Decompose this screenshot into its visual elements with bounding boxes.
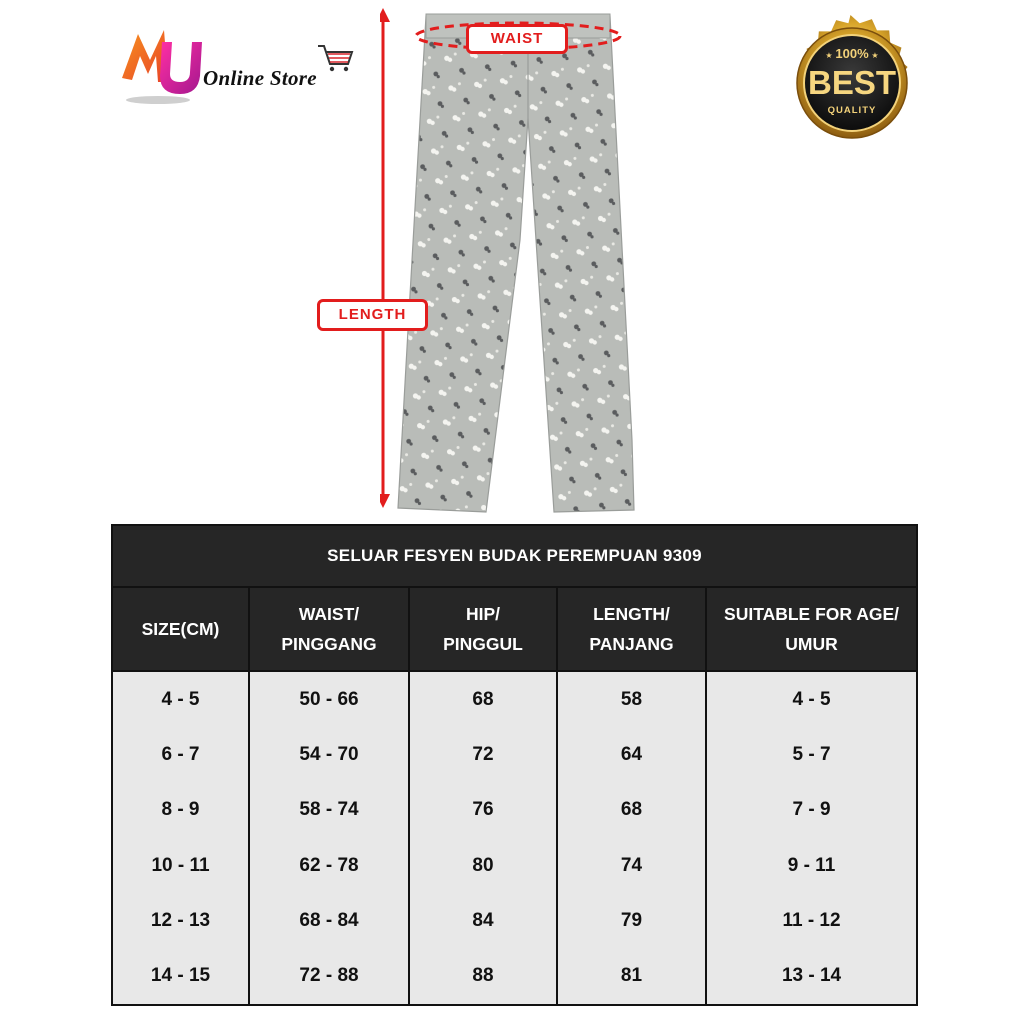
cell-size: 4 - 5 (112, 671, 249, 727)
table-row (112, 949, 917, 1005)
cell-length: 74 (557, 838, 706, 893)
cell-age: 11 - 12 (706, 893, 917, 948)
cell-age: 7 - 9 (706, 783, 917, 838)
cell-hip: 84 (409, 893, 557, 948)
cell-hip: 80 (409, 838, 557, 893)
cell-waist: 62 - 78 (249, 838, 409, 893)
table-title: SELUAR FESYEN BUDAK PEREMPUAN 9309 (112, 525, 917, 587)
table-row (112, 671, 917, 727)
pants-diagram (380, 0, 650, 520)
cell-waist: 58 - 74 (249, 783, 409, 838)
badge-top-text: 100% (835, 46, 869, 61)
cell-size: 14 - 15 (112, 949, 249, 1005)
table-row (112, 783, 917, 838)
column-header-waist: WAIST/ PINGGANG (249, 587, 409, 671)
svg-text:★: ★ (871, 51, 879, 60)
length-label: LENGTH (317, 299, 428, 331)
table-row (112, 893, 917, 948)
cart-icon (318, 46, 352, 71)
cell-age: 9 - 11 (706, 838, 917, 893)
cell-hip: 72 (409, 727, 557, 782)
cell-length: 79 (557, 893, 706, 948)
svg-text:★: ★ (825, 51, 833, 60)
column-header-hip: HIP/ PINGGUL (409, 587, 557, 671)
cell-age: 5 - 7 (706, 727, 917, 782)
table-row (112, 838, 917, 893)
cell-length: 58 (557, 671, 706, 727)
cell-hip: 76 (409, 783, 557, 838)
column-header-length: LENGTH/ PANJANG (557, 587, 706, 671)
cell-hip: 88 (409, 949, 557, 1005)
cell-size: 6 - 7 (112, 727, 249, 782)
cell-size: 10 - 11 (112, 838, 249, 893)
cell-size: 8 - 9 (112, 783, 249, 838)
cell-waist: 50 - 66 (249, 671, 409, 727)
cell-waist: 54 - 70 (249, 727, 409, 782)
column-header-age: SUITABLE FOR AGE/ UMUR (706, 587, 917, 671)
cell-waist: 68 - 84 (249, 893, 409, 948)
cell-size: 12 - 13 (112, 893, 249, 948)
cell-length: 68 (557, 783, 706, 838)
cell-waist: 72 - 88 (249, 949, 409, 1005)
cell-hip: 68 (409, 671, 557, 727)
cell-age: 13 - 14 (706, 949, 917, 1005)
best-quality-badge (779, 10, 925, 156)
cell-age: 4 - 5 (706, 671, 917, 727)
column-header-size: SIZE(CM) (112, 587, 249, 671)
store-name: Online Store (203, 66, 317, 90)
badge-bottom-text: QUALITY (827, 105, 877, 116)
cell-length: 81 (557, 949, 706, 1005)
badge-main-text: BEST (807, 64, 897, 101)
size-chart-table (111, 524, 918, 1006)
waist-label: WAIST (466, 24, 568, 54)
cell-length: 64 (557, 727, 706, 782)
table-row (112, 727, 917, 782)
